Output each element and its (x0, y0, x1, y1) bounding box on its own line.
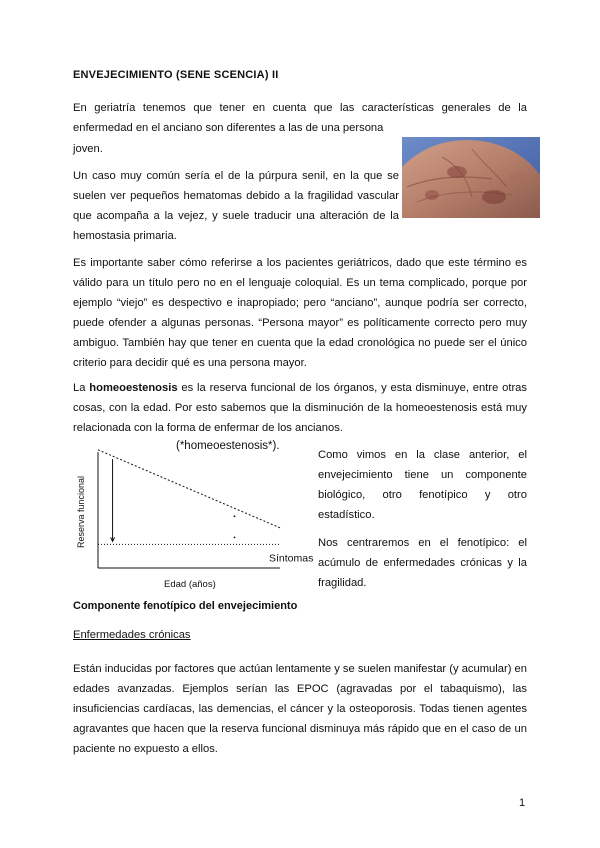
document-title: ENVEJECIMIENTO (SENE SCENCIA) II (73, 69, 279, 81)
paragraph-components: Como vimos en la clase anterior, el envejecimiento tiene un componente biológico, otro fenotípico y otro estadístico. (318, 449, 527, 521)
reserve-marker-old-top (234, 515, 236, 517)
paragraph-chronic-diseases: Están inducidas por factores que actúan lentamente y se suelen manifestar (y acumular) en edades avanzadas. Ejemplos serían las EPOC (agravadas por el tabaquismo), las insuficiencias cardíacas, las demencias, el cáncer y la osteoporosis. Todas tienen agentes agravantes que hacen que la reserva funcional disminuya más rápido que en el caso de un paciente no expuesto a ellos. (73, 663, 527, 755)
paragraph-homeoestenosis (73, 378, 527, 438)
homeoestenosis-post: es la reserva funcional de los órganos, y esta disminuye, entre otras cosas, con la edad. Por esto sabemos que la disminución de la homeoestenosis está muy relacionada con la forma de enfermar de los ancianos. (73, 382, 527, 434)
chart-title: (*homeoestenosis*). (176, 440, 280, 452)
threshold-label: Síntomas (269, 552, 314, 565)
purpura-hand-photo (402, 137, 540, 218)
subheading-chronic-diseases: Enfermedades crónicas (73, 629, 191, 641)
section-heading-phenotypic: Componente fenotípico del envejecimiento (73, 600, 298, 612)
homeoestenosis-pre: La (73, 382, 90, 394)
page-number: 1 (519, 797, 526, 809)
paragraph-terminology: Es importante saber cómo referirse a los pacientes geriátricos, dado que este término es válido para un título pero no en el lenguaje coloquial. Es un tema complicado, porque por ejemplo “viejo” es despectivo e inapropiado; pero “anciano”, aunque podría ser correcto, puede ofender a algunas personas. “Persona mayor” es políticamente correcto pero muy ambiguo. También hay que tener en cuenta que la edad cronológica no puede ser el único criterio para decidir qué es una persona mayor. (73, 257, 527, 369)
paragraph-intro: En geriatría tenemos que tener en cuenta que las características generales de la enfermedad en el anciano son diferentes a las de una persona (73, 102, 527, 134)
paragraph-phenotypic: Nos centraremos en el fenotípico: el acúmulo de enfermedades crónicas y la fragilidad. (318, 537, 527, 589)
series-line (98, 450, 280, 528)
homeoestenosis-term: homeoestenosis (89, 382, 178, 394)
y-axis-label: Reserva funcional (76, 475, 86, 548)
paragraph-purpura: Un caso muy común sería el de la púrpura senil, en la que se suelen ver pequeños hematomas debido a la fragilidad vascular que acompaña a la vejez, y suele traducir una alteración de la hemostasia primaria. (73, 170, 399, 242)
reserve-marker-old-bottom (234, 536, 236, 538)
paragraph-intro-end: joven. (73, 143, 103, 155)
homeoestenosis-chart (68, 432, 318, 592)
x-axis-label: Edad (años) (164, 579, 216, 590)
